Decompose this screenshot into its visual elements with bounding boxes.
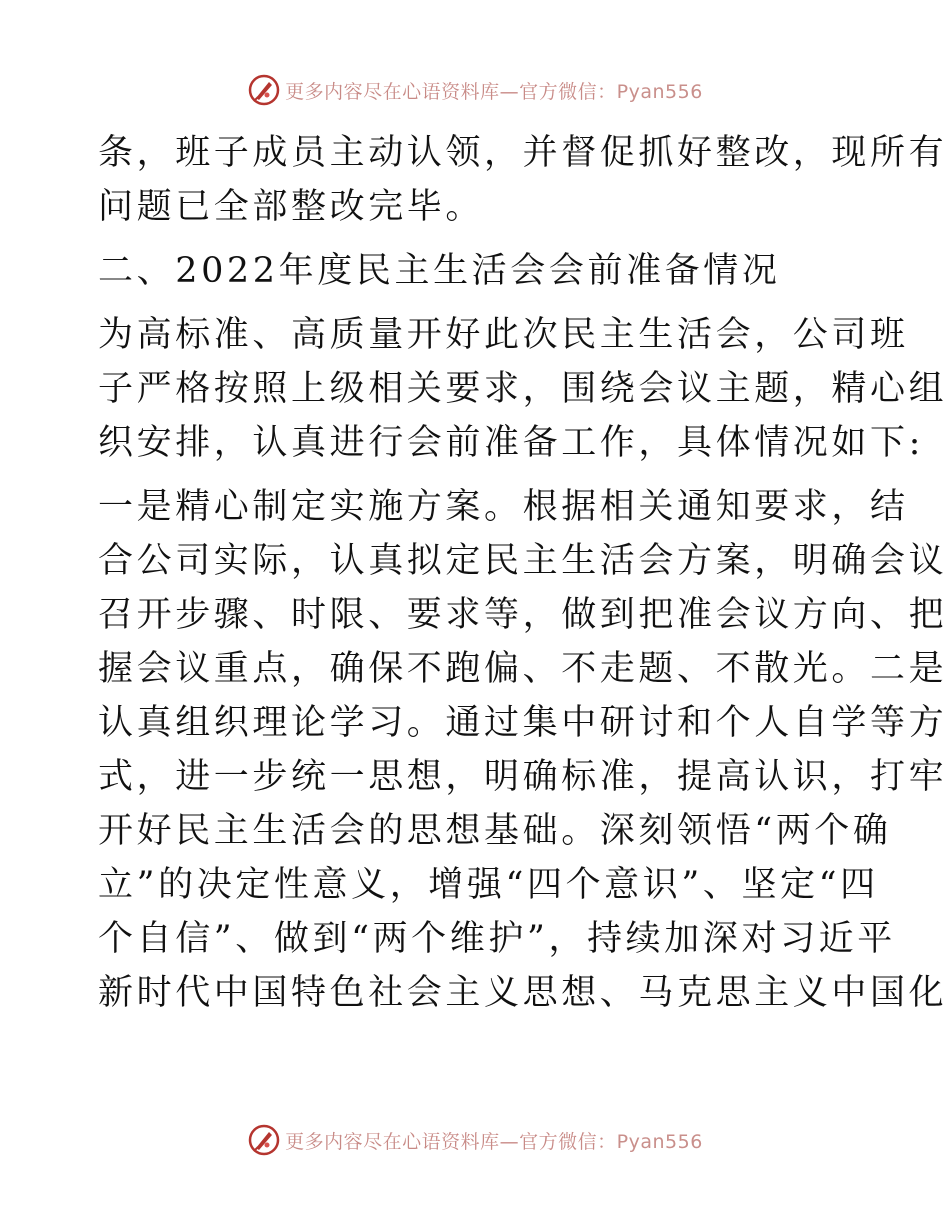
text-line-7: 一是精心制定实施方案。根据相关通知要求，结 <box>98 487 909 527</box>
text-line-15: 个自信”、做到“两个维护”，持续加深对习近平 <box>98 919 896 959</box>
document-body <box>98 126 948 1020</box>
text-line-9: 召开步骤、时限、要求等，做到把准会议方向、把 <box>98 595 948 635</box>
text-line-5: 子严格按照上级相关要求，围绕会议主题，精心组 <box>98 369 948 409</box>
footer-watermark <box>0 1120 950 1160</box>
quill-pen-logo-icon <box>247 73 281 107</box>
text-line-12: 式，进一步统一思想，明确标准，提高认识，打牢 <box>98 757 948 797</box>
watermark-text: 更多内容尽在心语资料库—官方微信：Pyan556 <box>285 1130 703 1153</box>
text-line-10: 握会议重点，确保不跑偏、不走题、不散光。二是 <box>98 649 948 689</box>
text-line-8: 合公司实际，认真拟定民主生活会方案，明确会议 <box>98 541 948 581</box>
section-heading: 二、2022年度民主生活会会前准备情况 <box>98 251 781 291</box>
text-line-14: 立”的决定性意义，增强“四个意识”、坚定“四 <box>98 865 879 905</box>
quill-pen-logo-icon <box>247 1123 281 1157</box>
watermark-text: 更多内容尽在心语资料库—官方微信：Pyan556 <box>285 80 703 103</box>
text-line-4: 为高标准、高质量开好此次民主生活会，公司班 <box>98 315 909 355</box>
text-line-13: 开好民主生活会的思想基础。深刻领悟“两个确 <box>98 811 892 851</box>
header-watermark <box>0 70 950 110</box>
text-line-1: 条，班子成员主动认领，并督促抓好整改，现所有 <box>98 133 948 173</box>
text-line-11: 认真组织理论学习。通过集中研讨和个人自学等方 <box>98 703 948 743</box>
text-line-2: 问题已全部整改完毕。 <box>98 187 485 227</box>
text-line-16: 新时代中国特色社会主义思想、马克思主义中国化 <box>98 973 948 1013</box>
text-line-6: 织安排，认真进行会前准备工作，具体情况如下: <box>98 423 924 463</box>
